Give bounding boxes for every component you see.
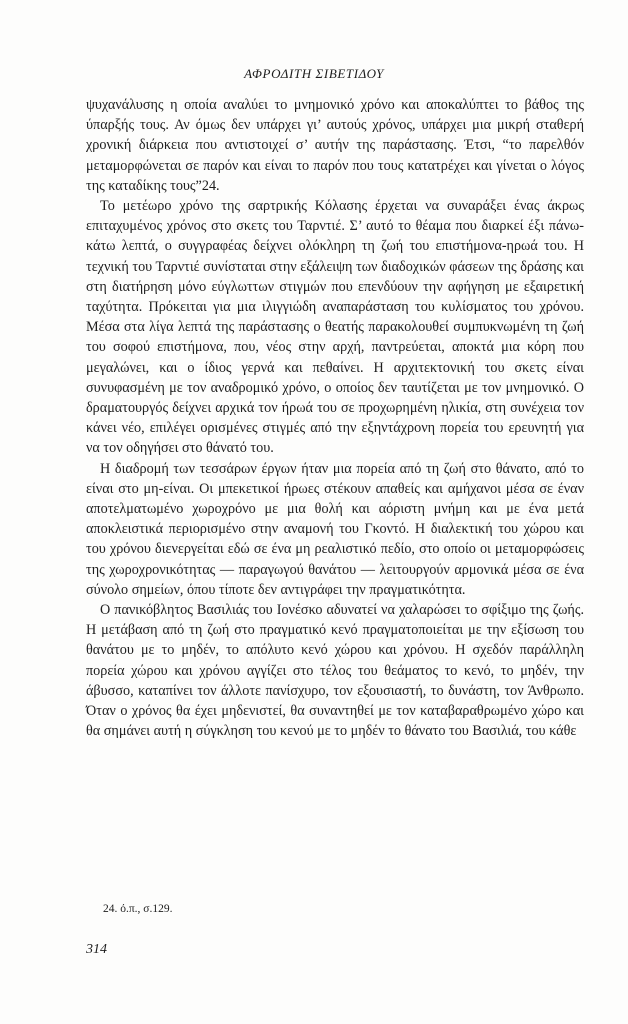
paragraph-2: Το μετέωρο χρόνο της σαρτρικής Κόλασης έρχεται να συναράξει ένας άκρως επιταχυμένος χρόνος στο σκετς του Ταρντιέ. Σ’ αυτό το θέαμα που διαρκεί έξι πάνω-κάτω λεπτά, ο συγγραφέας δείχνει ολόκληρη τη ζωή του επιστήμονα-ηρωά του. Η τεχνική του Ταρντιέ συνίσταται στην εξάλειψη των διαδοχικών φάσεων της δράσης και στη διατήρηση μόνο εύγλωττων στιγμών που επενδύουν την αφήγηση με εξαιρετική ταχύτητα. Πρόκειται για μια ιλιγγιώδη αναπαράσταση του κυλίσματος του χρόνου. Μέσα στα λίγα λεπτά της παράστασης ο θεατής παρακολουθεί συμπυκνωμένη τη ζωή του σοφού επιστήμονα, που, νέος στην αρχή, παντρεύεται, αποκτά μια κόρη που μεγαλώνει, και ο ίδιος γερνά και πεθαίνει. Η αρχιτεκτονική του σκετς είναι συνυφασμένη με τον αναδρομικό χρόνο, ο οποίος δεν ταυτίζεται με τον μνημονικό. Ο δραματουργός δείχνει αρχικά τον ήρωά του σε προχωρημένη ηλικία, στη συνέχεια τον κάνει νέο, επιλέγει ορισμένες στιγμές από την εξηντάχρονη πορεία του ερευνητή για να τον οδηγήσει στο θάνατό του. <box>86 198 584 457</box>
running-head: ΑΦΡΟΔΙΤΗ ΣΙΒΕΤΙΔΟΥ <box>244 66 384 81</box>
paragraph-4: Ο πανικόβλητος Βασιλιάς του Ιονέσκο αδυνατεί να χαλαρώσει το σφίξιμο της ζωής. Η μετάβαση από τη ζωή στο πραγματικό κενό πραγματοποιείται με την εξίσωση του θανάτου με το μηδέν, το απόλυτο κενό χώρου και χρόνου. Η σχεδόν παράλληλη πορεία χώρου και χρόνου αγγίζει στο τέλος του θεάματος το κενό, το μηδέν, την άβυσσο, καταπίνει τον άλλοτε πανίσχυρο, τον εξουσιαστή, το δυνάστη, τον Άνθρωπο. Όταν ο χρόνος θα έχει μηδενιστεί, θα συναντηθεί με τον καταβαραθρωμένο χώρο και θα σημάνει αυτή η σύγκληση του κενού με το μηδέν το θάνατο του Βασιλιά, του κάθε <box>86 602 584 740</box>
paragraph-1: ψυχανάλυσης η οποία αναλύει το μνημονικό χρόνο και αποκαλύπτει το βάθος της ύπαρξής τους. Αν όμως δεν υπάρχει γι’ αυτούς χρόνος, υπάρχει μια μικρή σταθερή χρονική διάρκεια που αντιστοιχεί σ’ αυτήν της παράστασης. Έτσι, “το παρελθόν μεταμορφώνεται σε παρόν και είναι το παρόν που τους κατατρέχει και γίνεται ο λόγος της καταδίκης τους”24. <box>86 97 584 194</box>
paragraph-3: Η διαδρομή των τεσσάρων έργων ήταν μια πορεία από τη ζωή στο θάνατο, από το είναι στο μη-είναι. Οι μπεκετικοί ήρωες στέκουν απαθείς και αμήχανοι μέσα σε έναν αποτελματωμένο χωροχρόνο με μια θολή και αόριστη μνήμη και με ένα μετά αποκλειστικά περιορισμένο στην αναμονή του Γκοντό. Η διαλεκτική του χώρου και του χρόνου διενεργείται εδώ σε ένα μη ρεαλιστικό πεδίο, στο οποίο οι μεταμορφώσεις της χωροχρονικότητας — παραγωγού θανάτου — λειτουργούν αρμονικά μέσα σε ένα σύνολο σημείων, όπου τίποτε δεν αντιγράφει την πραγματικότητα. <box>86 460 584 598</box>
page-number: 314 <box>86 942 107 957</box>
footnote: 24. ό.π., σ.129. <box>103 903 173 915</box>
body-text <box>86 95 584 742</box>
